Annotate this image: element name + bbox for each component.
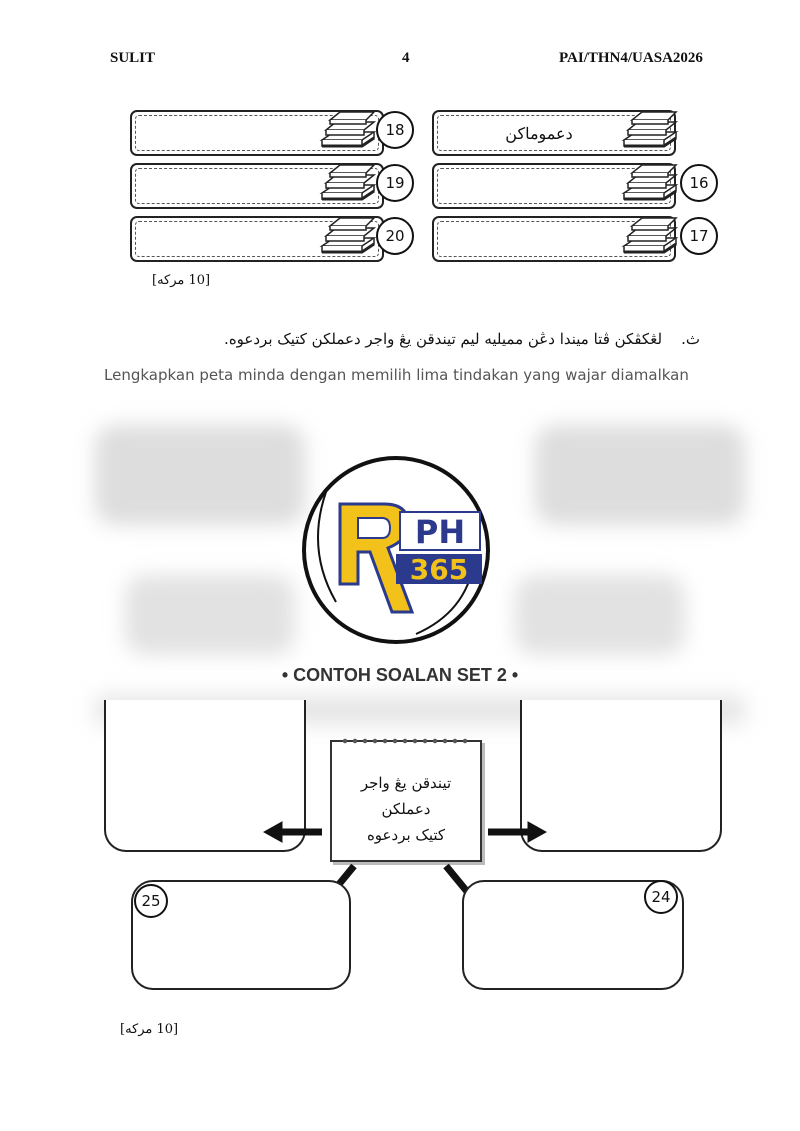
watermark-caption: • CONTOH SOALAN SET 2 • — [281, 665, 519, 685]
spiral-binding — [340, 736, 470, 746]
answer-box-upper-left[interactable] — [104, 700, 306, 852]
question-number-18: 18 — [376, 111, 414, 149]
question-number-25: 25 — [134, 884, 168, 918]
question-number-17: 17 — [680, 217, 718, 255]
question-number-19: 19 — [376, 164, 414, 202]
question-number-16: 16 — [680, 164, 718, 202]
mind-map-center — [330, 740, 482, 862]
books-icon — [318, 104, 378, 150]
paper-code: PAI/THN4/UASA2026 — [559, 50, 703, 66]
question-number-24: 24 — [644, 880, 678, 914]
rph365-logo — [296, 452, 496, 648]
books-icon — [318, 210, 378, 256]
question-number-20: 20 — [376, 217, 414, 255]
question-rumi: Lengkapkan peta minda dengan memilih lima tindakan yang wajar diamalkan — [104, 366, 689, 384]
marks-label: [10 مركه] — [152, 273, 211, 288]
marks-label: [10 مركه] — [120, 1022, 179, 1037]
logo-text-ph: PH — [414, 513, 466, 551]
question-jawi — [180, 330, 700, 348]
answer-field[interactable]: دعموماكن — [437, 115, 671, 151]
logo-text-365: 365 — [409, 553, 469, 586]
center-text-line1: تيندقن يڠ واجر دعملكن — [360, 774, 452, 818]
books-icon — [620, 210, 680, 256]
books-icon — [620, 104, 680, 150]
books-icon — [318, 157, 378, 203]
question-text: لڠكڤكن ڤتا ميندا دڠن مميليه ليم تيندقن يڠ واجر دعملكن كتيک بردعوه. — [224, 330, 663, 348]
header-sulit: SULIT — [110, 50, 156, 66]
page-number: 4 — [402, 50, 410, 66]
books-icon — [620, 157, 680, 203]
center-text-line2: كتيک بردعوه — [366, 826, 446, 844]
answer-box-upper-right[interactable] — [520, 700, 722, 852]
question-letter: ث. — [681, 330, 700, 348]
